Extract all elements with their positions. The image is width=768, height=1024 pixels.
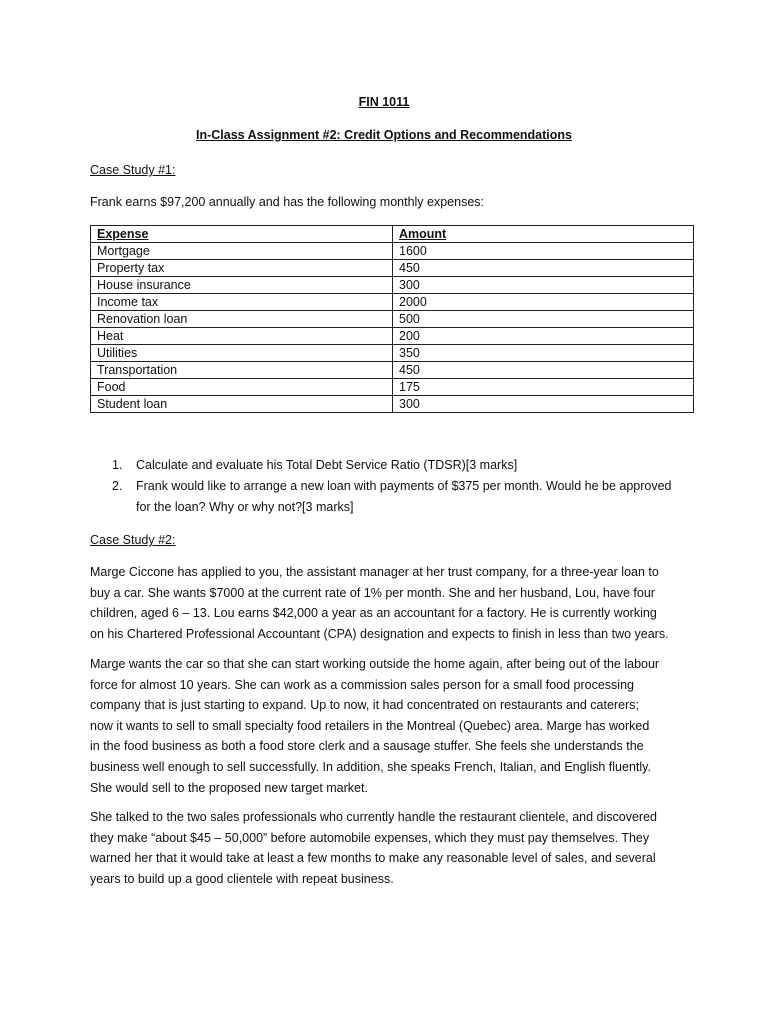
case2-heading: Case Study #2: [90, 533, 176, 547]
case1-intro: Frank earns $97,200 annually and has the following monthly expenses: [90, 195, 485, 209]
paragraph-line: on his Chartered Professional Accountant (CPA) designation and expects to finish in less than two years. [90, 626, 669, 641]
table-row [91, 396, 694, 413]
question-number: 2. [112, 479, 123, 493]
amount-cell: 200 [393, 328, 694, 345]
amount-cell: 175 [393, 379, 694, 396]
table-row [91, 311, 694, 328]
amount-cell: 300 [393, 396, 694, 413]
table-row [91, 379, 694, 396]
assignment-title: In-Class Assignment #2: Credit Options and Recommendations [196, 128, 572, 142]
paragraph-line: Marge Ciccone has applied to you, the assistant manager at her trust company, for a three-year loan to [90, 565, 659, 579]
table-row [91, 345, 694, 362]
case1-heading: Case Study #1: [90, 163, 176, 177]
expense-cell: Food [91, 379, 393, 396]
paragraph-line: years to build up a good clientele with repeat business. [90, 871, 394, 886]
table-row [91, 277, 694, 294]
expense-cell: House insurance [91, 277, 393, 294]
case2-paragraph-3 [90, 807, 680, 889]
amount-cell: 1600 [393, 243, 694, 260]
paragraph-line: company that is just starting to expand. Up to now, it had concentrated on restaurants and caterers; [90, 698, 639, 713]
amount-cell: 450 [393, 362, 694, 379]
expense-cell: Property tax [91, 260, 393, 277]
table-row [91, 294, 694, 311]
paragraph-line: children, aged 6 – 13. Lou earns $42,000 a year as an accountant for a factory. He is currently working [90, 606, 657, 621]
table-row [91, 260, 694, 277]
paragraph-line: in the food business as both a food store clerk and a sausage stuffer. She feels she understands the [90, 739, 644, 754]
case2-paragraph-2 [90, 654, 680, 798]
table-row [91, 328, 694, 345]
course-code: FIN 1011 [358, 95, 410, 109]
column-header-amount: Amount [393, 226, 694, 243]
expense-cell: Student loan [91, 396, 393, 413]
amount-cell: 300 [393, 277, 694, 294]
amount-cell: 350 [393, 345, 694, 362]
amount-cell: 500 [393, 311, 694, 328]
expense-cell: Transportation [91, 362, 393, 379]
question-text: Calculate and evaluate his Total Debt Service Ratio (TDSR)[3 marks] [136, 458, 518, 472]
paragraph-line: Marge wants the car so that she can start working outside the home again, after being out of the labour [90, 657, 660, 671]
paragraph-line: force for almost 10 years. She can work as a commission sales person for a small food processing [90, 677, 634, 692]
column-header-expense: Expense [91, 226, 393, 243]
question-text: Frank would like to arrange a new loan with payments of $375 per month. Would he be approved for the loan? Why or why not?[3 marks] [136, 479, 672, 514]
expense-cell: Utilities [91, 345, 393, 362]
paragraph-line: they make “about $45 – 50,000” before automobile expenses, which they must pay themselves. They [90, 830, 650, 845]
table-row [91, 243, 694, 260]
amount-cell: 450 [393, 260, 694, 277]
table-row [91, 362, 694, 379]
paragraph-line: buy a car. She wants $7000 at the current rate of 1% per month. She and her husband, Lou, have four [90, 585, 655, 600]
expense-cell: Mortgage [91, 243, 393, 260]
paragraph-line: now it wants to sell to small specialty food retailers in the Montreal (Quebec) area. Marge has worked [90, 718, 650, 733]
table-header-row [91, 226, 694, 243]
paragraph-line: She talked to the two sales professionals who currently handle the restaurant clientele, and discovered [90, 810, 657, 824]
expense-table [90, 225, 694, 413]
paragraph-line: She would sell to the proposed new target market. [90, 780, 368, 795]
expense-cell: Income tax [91, 294, 393, 311]
paragraph-line: business well enough to sell successfully. In addition, she speaks French, Italian, and English fluently. [90, 759, 651, 774]
question-number: 1. [112, 458, 123, 472]
amount-cell: 2000 [393, 294, 694, 311]
expense-cell: Renovation loan [91, 311, 393, 328]
paragraph-line: warned her that it would take at least a few months to make any reasonable level of sales, and several [90, 851, 656, 866]
case2-paragraph-1 [90, 562, 680, 644]
expense-cell: Heat [91, 328, 393, 345]
